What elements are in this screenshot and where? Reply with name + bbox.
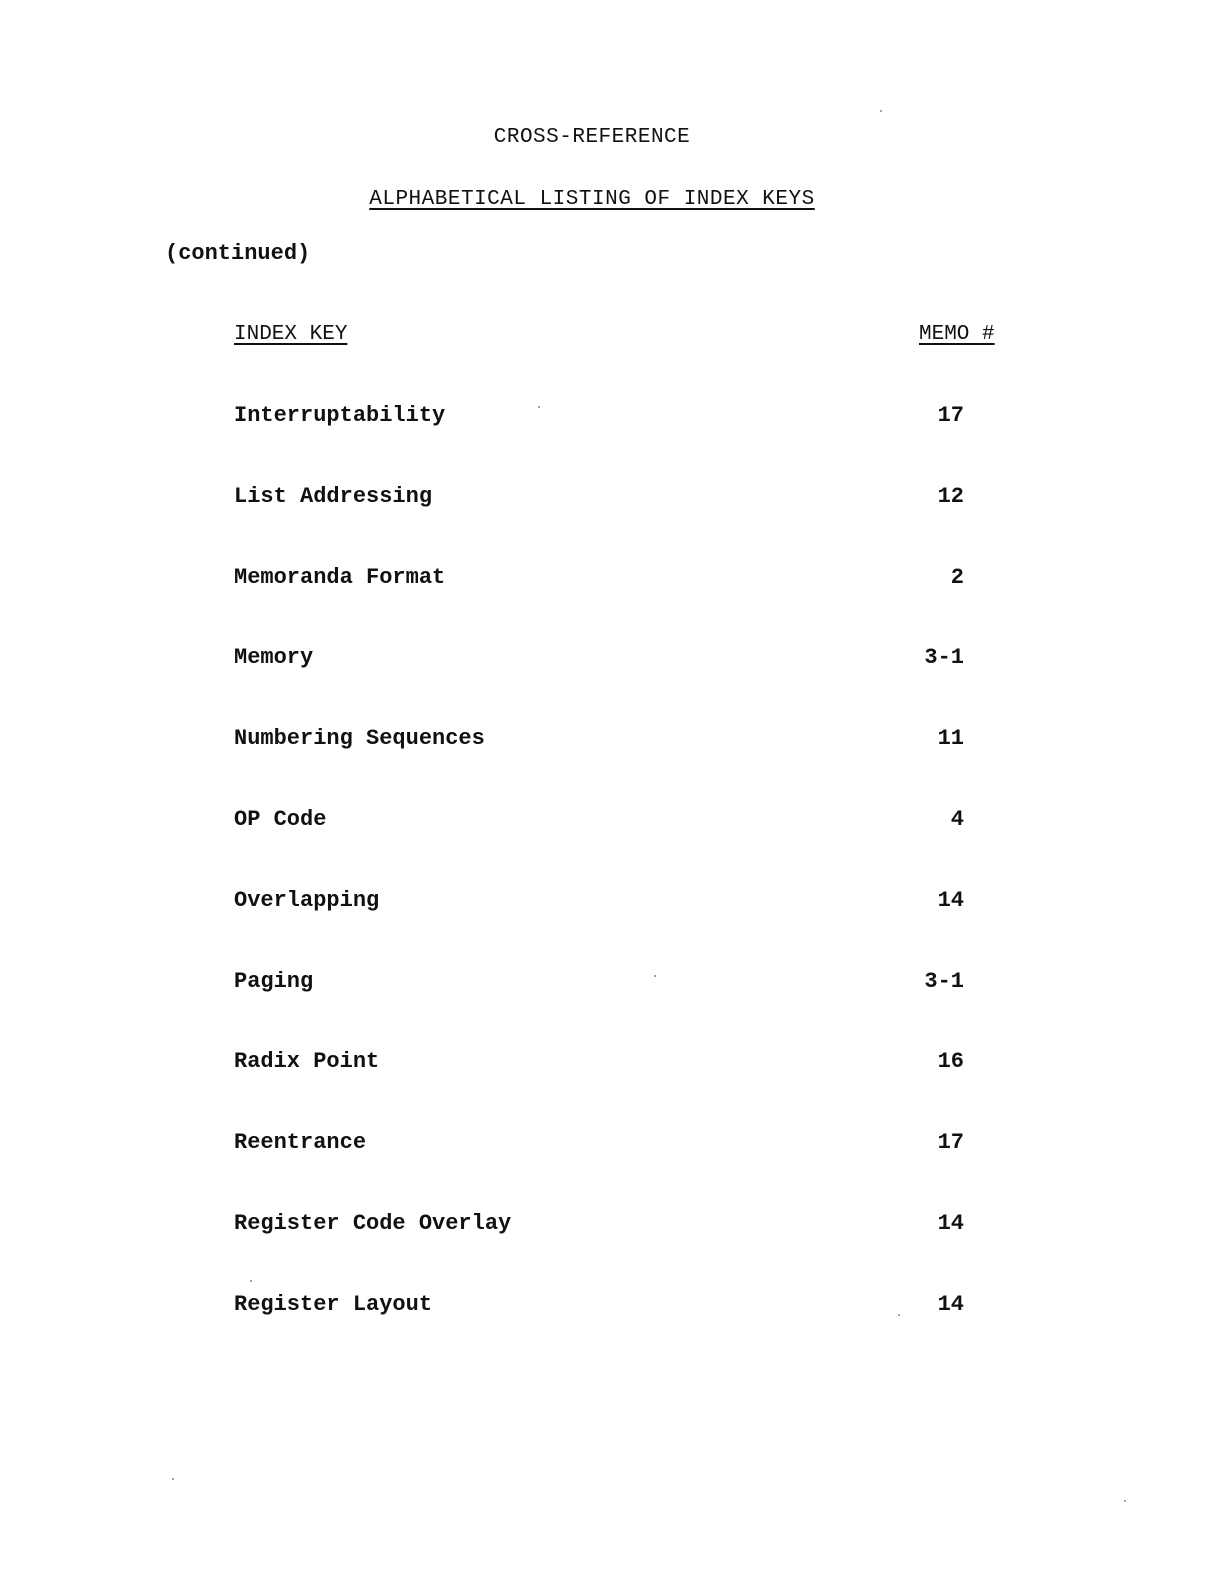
index-key: Numbering Sequences bbox=[234, 726, 485, 752]
index-key: OP Code bbox=[234, 806, 327, 832]
index-key: Memoranda Format bbox=[234, 564, 446, 590]
table-row bbox=[0, 484, 1224, 565]
table-row bbox=[0, 1130, 1224, 1211]
table-row bbox=[0, 1292, 1224, 1373]
memo-number: 4 bbox=[950, 806, 964, 832]
memo-number: 14 bbox=[937, 1291, 964, 1317]
memo-number: 14 bbox=[937, 887, 964, 913]
index-key-column-header: INDEX KEY bbox=[234, 323, 348, 346]
table-row bbox=[0, 403, 1224, 484]
index-key: Radix Point bbox=[234, 1049, 380, 1075]
scan-speck bbox=[172, 1478, 174, 1480]
scan-speck bbox=[880, 110, 882, 112]
memo-number: 3-1 bbox=[924, 645, 964, 671]
index-key: Interruptability bbox=[234, 403, 446, 428]
memo-number: 17 bbox=[937, 403, 964, 428]
index-key: Reentrance bbox=[234, 1130, 367, 1156]
scan-speck bbox=[654, 975, 656, 977]
index-key: List Addressing bbox=[234, 483, 433, 509]
document-subtitle: ALPHABETICAL LISTING OF INDEX KEYS bbox=[369, 188, 815, 211]
memo-number: 12 bbox=[937, 483, 964, 509]
table-row bbox=[0, 888, 1224, 969]
index-key-list bbox=[0, 403, 1224, 1373]
table-row bbox=[0, 1211, 1224, 1292]
continued-label: (continued) bbox=[165, 241, 311, 266]
memo-number: 16 bbox=[937, 1049, 964, 1075]
index-key: Register Code Overlay bbox=[234, 1210, 512, 1236]
table-row bbox=[0, 565, 1224, 646]
index-key: Register Layout bbox=[234, 1291, 433, 1317]
scan-speck bbox=[898, 1314, 900, 1316]
memo-number: 17 bbox=[937, 1130, 964, 1156]
memo-number: 11 bbox=[937, 726, 964, 752]
table-row bbox=[0, 645, 1224, 726]
scan-speck bbox=[538, 406, 540, 408]
table-row bbox=[0, 1049, 1224, 1130]
memo-number: 14 bbox=[937, 1210, 964, 1236]
memo-column-header: MEMO # bbox=[919, 323, 995, 346]
document-title: CROSS-REFERENCE bbox=[493, 126, 691, 149]
index-key: Paging bbox=[234, 968, 314, 994]
table-row bbox=[0, 969, 1224, 1050]
index-key: Memory bbox=[234, 645, 314, 671]
memo-number: 3-1 bbox=[924, 968, 964, 994]
table-row bbox=[0, 807, 1224, 888]
memo-number: 2 bbox=[950, 564, 964, 590]
scan-speck bbox=[1124, 1500, 1126, 1502]
index-key: Overlapping bbox=[234, 887, 380, 913]
scan-speck bbox=[250, 1280, 252, 1282]
table-row bbox=[0, 726, 1224, 807]
